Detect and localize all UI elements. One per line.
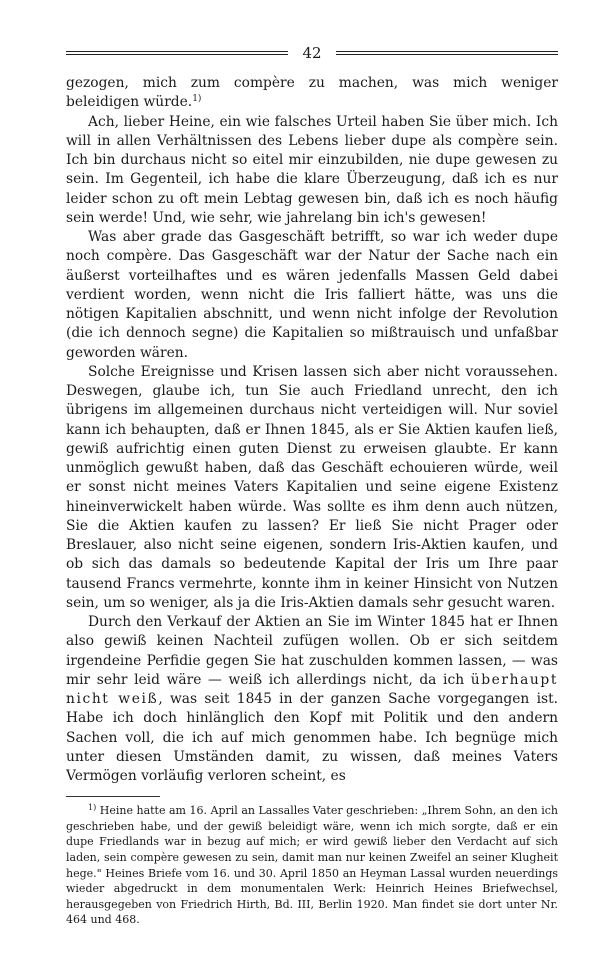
running-header xyxy=(66,42,558,64)
header-rule-left xyxy=(66,51,288,55)
paragraph-1-text: gezogen, mich zum compère zu machen, was mich weniger beleidigen würde. xyxy=(66,75,558,111)
footnote-1 xyxy=(66,803,558,928)
paragraph-5 xyxy=(66,613,558,786)
paragraph-4: Solche Ereignisse und Krisen lassen sich aber nicht voraussehen. Deswegen, glaube ich, tun Sie auch Friedland unrecht, den ich übrigens im allgemeinen durchaus nicht verteidigen will. Nur soviel kann ich behaupten, daß er Ihnen 1845, als er Sie Aktien kaufen ließ, gewiß aufrichtig einen guten Dienst zu erweisen glaubte. Er kann unmöglich gewußt haben, daß das Geschäft echouieren würde, weil er sonst nicht meines Vaters Kapitalien und seine eigene Existenz hineinverwickelt haben würde. Was sollte es ihm denn auch nützen, Sie die Aktien kaufen zu lassen? Er ließ Sie nicht Prager oder Breslauer, also nicht seine eigenen, sondern Iris-Aktien kaufen, und ob sich das damals so bedeutende Kapital der Iris um Ihre paar tausend Francs vermehrte, konnte ihm in keiner Hinsicht von Nutzen sein, um so weniger, als ja die Iris-Aktien damals sehr gesucht waren. xyxy=(66,363,558,611)
paragraph-1 xyxy=(66,74,558,113)
paragraph-5-text-a: Durch den Verkauf der Aktien an Sie im Winter 1845 hat er Ihnen also gewiß keinen Nachteil zufügen wollen. Ob er sich seitdem irgendeine Perfidie gegen Sie hat zuschulden kommen lassen, — was mir sehr leid wäre — weiß ich allerdings nicht, da ich xyxy=(66,614,558,688)
header-rule-right xyxy=(336,51,558,55)
paragraph-5-emphasis: überhaupt nicht weiß xyxy=(66,671,558,707)
paragraph-2: Ach, lieber Heine, ein wie falsches Urteil haben Sie über mich. Ich will in allen Verhältnissen des Lebens lieber dupe als compère sein. Ich bin durchaus nicht so eitel mir einzubilden, nie dupe gewesen zu sein. Im Gegenteil, ich habe die klare Überzeugung, daß ich es nur leider schon zu oft mein Lebtag gewesen bin, daß ich es noch häufig sein werde! Und, wie sehr, wie jahrelang bin ich's gewesen! xyxy=(66,113,558,226)
footnotes xyxy=(66,803,558,928)
footnote-1-text: Heine hatte am 16. April an Lassalles Vater geschrieben: „Ihrem Sohn, an den ich geschrieben habe, und der gewiß beleidigt wäre, wenn ich mich sorgte, daß er ein dupe Friedlands war in bezug auf mich; er wird gewiß lieber den Verdacht auf sich laden, sein compère gewesen zu sein, damit man nur keinen Zweifel an seiner Klugheit hege." Heines Briefe vom 16. und 30. April 1850 an Heyman Lassal wurden neuerdings wieder abgedruckt in dem monumentalen Werk: Heinrich Heines Briefwechsel, herausgegeben von Friedrich Hirth, Bd. III, Berlin 1920. Man findet sie dort unter Nr. 464 und 468. xyxy=(66,804,558,927)
paragraph-3: Was aber grade das Gasgeschäft betrifft, so war ich weder dupe noch compère. Das Gasgeschäft war der Natur der Sache nach ein äußerst vorteilhaftes und es wären jedenfalls Massen Geld dabei verdient worden, wenn nicht die Iris falliert hätte, was uns die nötigen Kapitalien abschnitt, und wenn nicht infolge der Revolution (die ich dennoch segne) die Kapitalien so mißtrauisch und unfaßbar geworden wären. xyxy=(66,229,558,361)
body-text xyxy=(66,74,558,786)
page-number: 42 xyxy=(302,43,322,62)
footnote-marker: 1) xyxy=(88,803,97,813)
document-page xyxy=(66,42,558,928)
footnote-reference[interactable]: 1) xyxy=(192,94,202,105)
paragraph-5-text-b: , was seit 1845 in der ganzen Sache vorgegangen ist. Habe ich doch hinlänglich den Kopf mit Politik und den andern Sachen voll, die ich auf mich genommen habe. Ich begnüge mich unter diesen Umständen damit, zu wissen, daß meines Vaters Vermögen vorläufig verloren scheint, es xyxy=(66,691,558,784)
footnote-divider xyxy=(66,796,160,797)
